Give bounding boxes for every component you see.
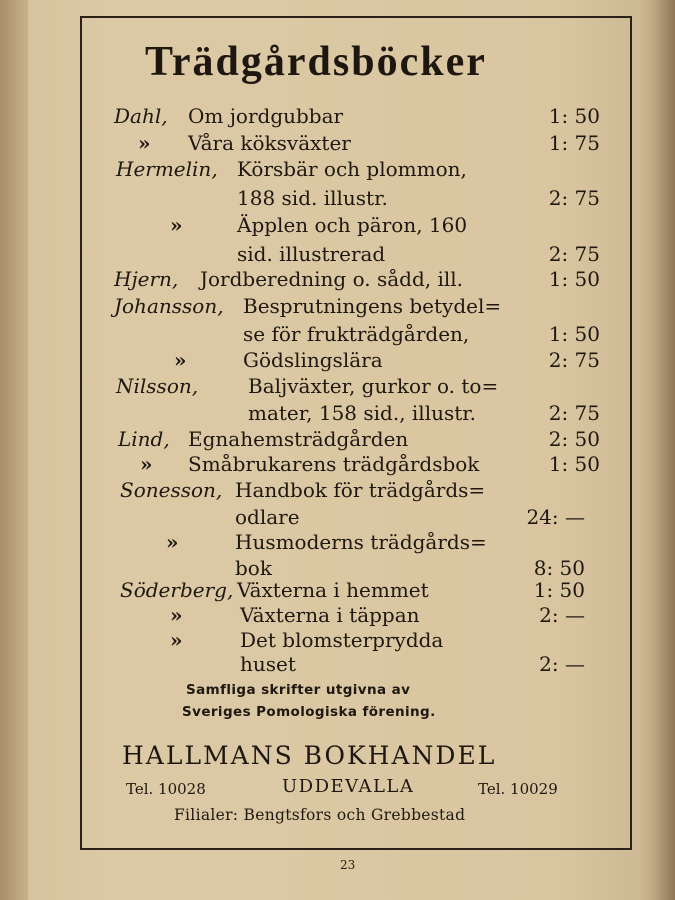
book-row: [0, 186, 600, 212]
tel-right: Tel. 10029: [478, 780, 558, 798]
book-row: [0, 530, 600, 556]
book-title: Äpplen och päron, 160: [237, 213, 468, 237]
book-author: Sonesson,: [120, 478, 223, 502]
note-line-2: Sveriges Pomologiska förening.: [182, 704, 436, 720]
book-author: Hjern,: [114, 267, 179, 291]
ditto-mark: »: [170, 603, 183, 627]
book-row: [0, 348, 600, 374]
shop-name: HALLMANS BOKHANDEL: [122, 741, 497, 770]
branches: Filialer: Bengtsfors och Grebbestad: [174, 806, 466, 824]
book-row: [0, 267, 600, 293]
book-row: [0, 294, 600, 320]
book-title: huset: [240, 652, 296, 676]
book-title: mater, 158 sid., illustr.: [248, 401, 476, 425]
book-row: [0, 628, 600, 654]
book-row: [0, 478, 600, 504]
book-title: bok: [235, 556, 272, 580]
book-author: Söderberg,: [120, 578, 234, 602]
book-title: Besprutningens betydel=: [243, 294, 502, 318]
book-title: Våra köksväxter: [188, 131, 351, 155]
book-title: Det blomsterprydda: [240, 628, 444, 652]
book-title: se för frukträdgården,: [243, 322, 470, 346]
book-title: Husmoderns trädgårds=: [235, 530, 487, 554]
book-price: 24: —: [526, 505, 585, 529]
ditto-mark: »: [140, 452, 153, 476]
book-author: Lind,: [118, 427, 170, 451]
city: UDDEVALLA: [282, 776, 415, 797]
book-title: 188 sid. illustr.: [237, 186, 388, 210]
book-title: Växterna i täppan: [240, 603, 420, 627]
ditto-mark: »: [166, 530, 179, 554]
book-price: 1: 50: [548, 322, 600, 346]
book-row: [0, 578, 585, 604]
book-row: [0, 452, 600, 478]
book-row: [0, 505, 585, 531]
book-row: [0, 104, 600, 130]
book-row: [0, 213, 600, 239]
book-title: Egnahemsträdgården: [188, 427, 409, 451]
book-title: Handbok för trädgårds=: [235, 478, 486, 502]
book-row: [0, 603, 585, 629]
ditto-mark: »: [174, 348, 187, 372]
book-price: 2: —: [539, 652, 585, 676]
book-title: sid. illustrerad: [237, 242, 386, 266]
book-row: [0, 322, 600, 348]
book-author: Hermelin,: [116, 157, 218, 181]
book-price: 2: 75: [548, 401, 600, 425]
book-row: [0, 427, 600, 453]
ditto-mark: »: [170, 213, 183, 237]
book-row: [0, 401, 600, 427]
book-price: 1: 50: [548, 267, 600, 291]
book-price: 1: 75: [548, 131, 600, 155]
book-title: odlare: [235, 505, 300, 529]
book-row: [0, 242, 600, 268]
book-author: Nilsson,: [116, 374, 199, 398]
book-title: Småbrukarens trädgårdsbok: [188, 452, 480, 476]
book-price: 8: 50: [533, 556, 585, 580]
book-price: 1: 50: [548, 104, 600, 128]
book-price: 2: 75: [548, 186, 600, 210]
page-number: 23: [340, 858, 356, 872]
book-title: Om jordgubbar: [188, 104, 344, 128]
book-author: Johansson,: [114, 294, 224, 318]
book-price: 2: 75: [548, 242, 600, 266]
book-row: [0, 131, 600, 157]
book-price: 2: 75: [548, 348, 600, 372]
book-title: Jordberedning o. sådd, ill.: [200, 267, 464, 291]
book-price: 1: 50: [548, 452, 600, 476]
book-price: 2: 50: [548, 427, 600, 451]
book-title: Gödslingslära: [243, 348, 383, 372]
book-row: [0, 374, 600, 400]
book-row: [0, 652, 585, 678]
book-row: [0, 157, 600, 183]
page-title: Trädgårdsböcker: [145, 39, 487, 85]
book-author: Dahl,: [114, 104, 168, 128]
book-price: 1: 50: [533, 578, 585, 602]
book-title: Växterna i hemmet: [237, 578, 429, 602]
tel-left: Tel. 10028: [126, 780, 206, 798]
right-page-edge: [653, 0, 675, 900]
ditto-mark: »: [138, 131, 151, 155]
book-title: Körsbär och plommon,: [237, 157, 467, 181]
ditto-mark: »: [170, 628, 183, 652]
note-line-1: Samfliga skrifter utgivna av: [186, 682, 411, 698]
book-title: Baljväxter, gurkor o. to=: [248, 374, 499, 398]
book-price: 2: —: [539, 603, 585, 627]
